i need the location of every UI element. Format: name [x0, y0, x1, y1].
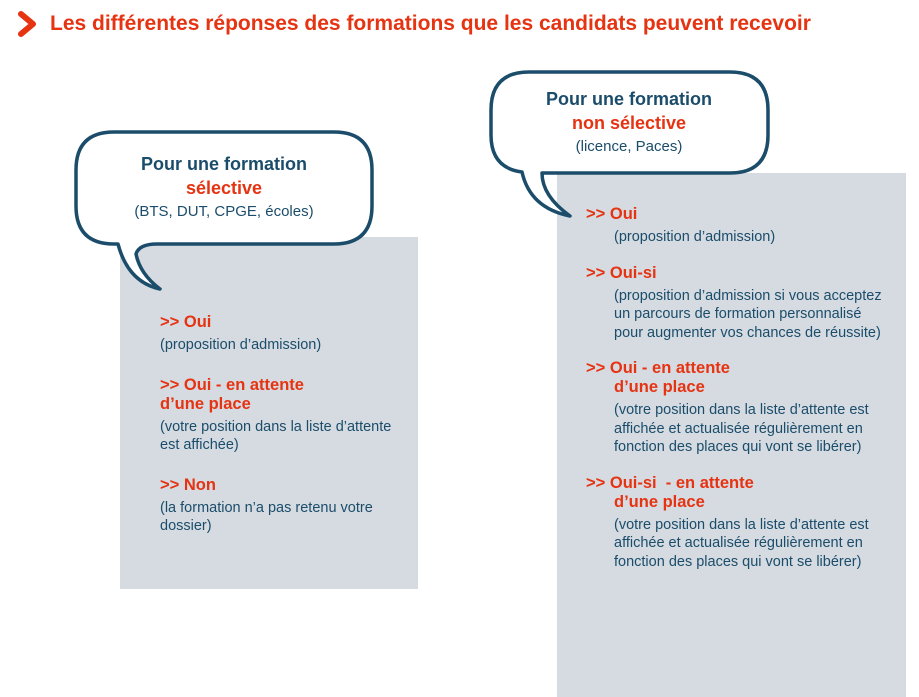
selective-bubble-line1: Pour une formation — [141, 154, 307, 174]
answer-description: (proposition d’admission) — [160, 337, 322, 353]
answer-heading-text: >> Oui-si — [586, 263, 657, 282]
selective-answers — [160, 313, 400, 557]
answer-heading-text: >> Oui-si - en attente — [586, 473, 754, 492]
answer-heading — [586, 359, 886, 397]
answer-item — [586, 205, 886, 247]
answer-heading — [586, 264, 886, 283]
page-title-text: Les différentes réponses des formations que les candidats peuvent recevoir — [50, 12, 811, 35]
non-selective-bubble-text — [496, 87, 762, 157]
answer-description: (la formation n’a pas retenu votre dossier) — [160, 499, 373, 534]
answer-description: (votre position dans la liste d’attente est affichée et actualisée régulièrement en fonction des places qui vont se libérer) — [614, 402, 869, 455]
answer-item — [586, 264, 886, 343]
answer-heading-text: >> Oui — [160, 313, 212, 331]
non-selective-answers — [586, 205, 886, 588]
answer-heading — [586, 205, 886, 224]
answer-heading — [160, 376, 400, 414]
non-selective-bubble-line3: (licence, Paces) — [575, 138, 683, 155]
answer-item — [586, 474, 886, 572]
selective-bubble-text — [82, 152, 366, 222]
answer-description: (proposition d’admission) — [614, 229, 776, 245]
answer-heading-text: >> Non — [160, 475, 216, 494]
answer-item — [160, 313, 400, 355]
answer-description: (votre position dans la liste d’attente est affichée et actualisée régulièrement en fonction des places qui vont se libérer) — [614, 516, 869, 570]
answer-item — [160, 476, 400, 536]
answer-heading-continued: d’une place — [160, 394, 251, 413]
answer-item — [160, 376, 400, 455]
answer-description: (proposition d’admission si vous acceptez un parcours de formation personnalisé pour augmenter vos chances de réussite) — [614, 287, 882, 341]
answer-heading-text: >> Oui — [586, 205, 638, 223]
selective-bubble-line2: sélective — [185, 178, 263, 198]
answer-heading-continued: d’une place — [614, 492, 705, 511]
answer-heading-text: >> Oui - en attente — [160, 375, 304, 394]
answer-heading-text: >> Oui - en attente — [586, 359, 730, 377]
non-selective-bubble-line2: non sélective — [571, 113, 687, 133]
selective-bubble-line3: (BTS, DUT, CPGE, écoles) — [134, 203, 314, 220]
non-selective-bubble-line1: Pour une formation — [546, 89, 712, 109]
answer-heading-continued: d’une place — [614, 378, 705, 396]
answer-heading — [586, 474, 886, 512]
answer-heading — [160, 476, 400, 495]
answer-heading — [160, 313, 400, 332]
answer-description: (votre position dans la liste d’attente est affichée) — [160, 418, 392, 453]
answer-item — [586, 359, 886, 457]
